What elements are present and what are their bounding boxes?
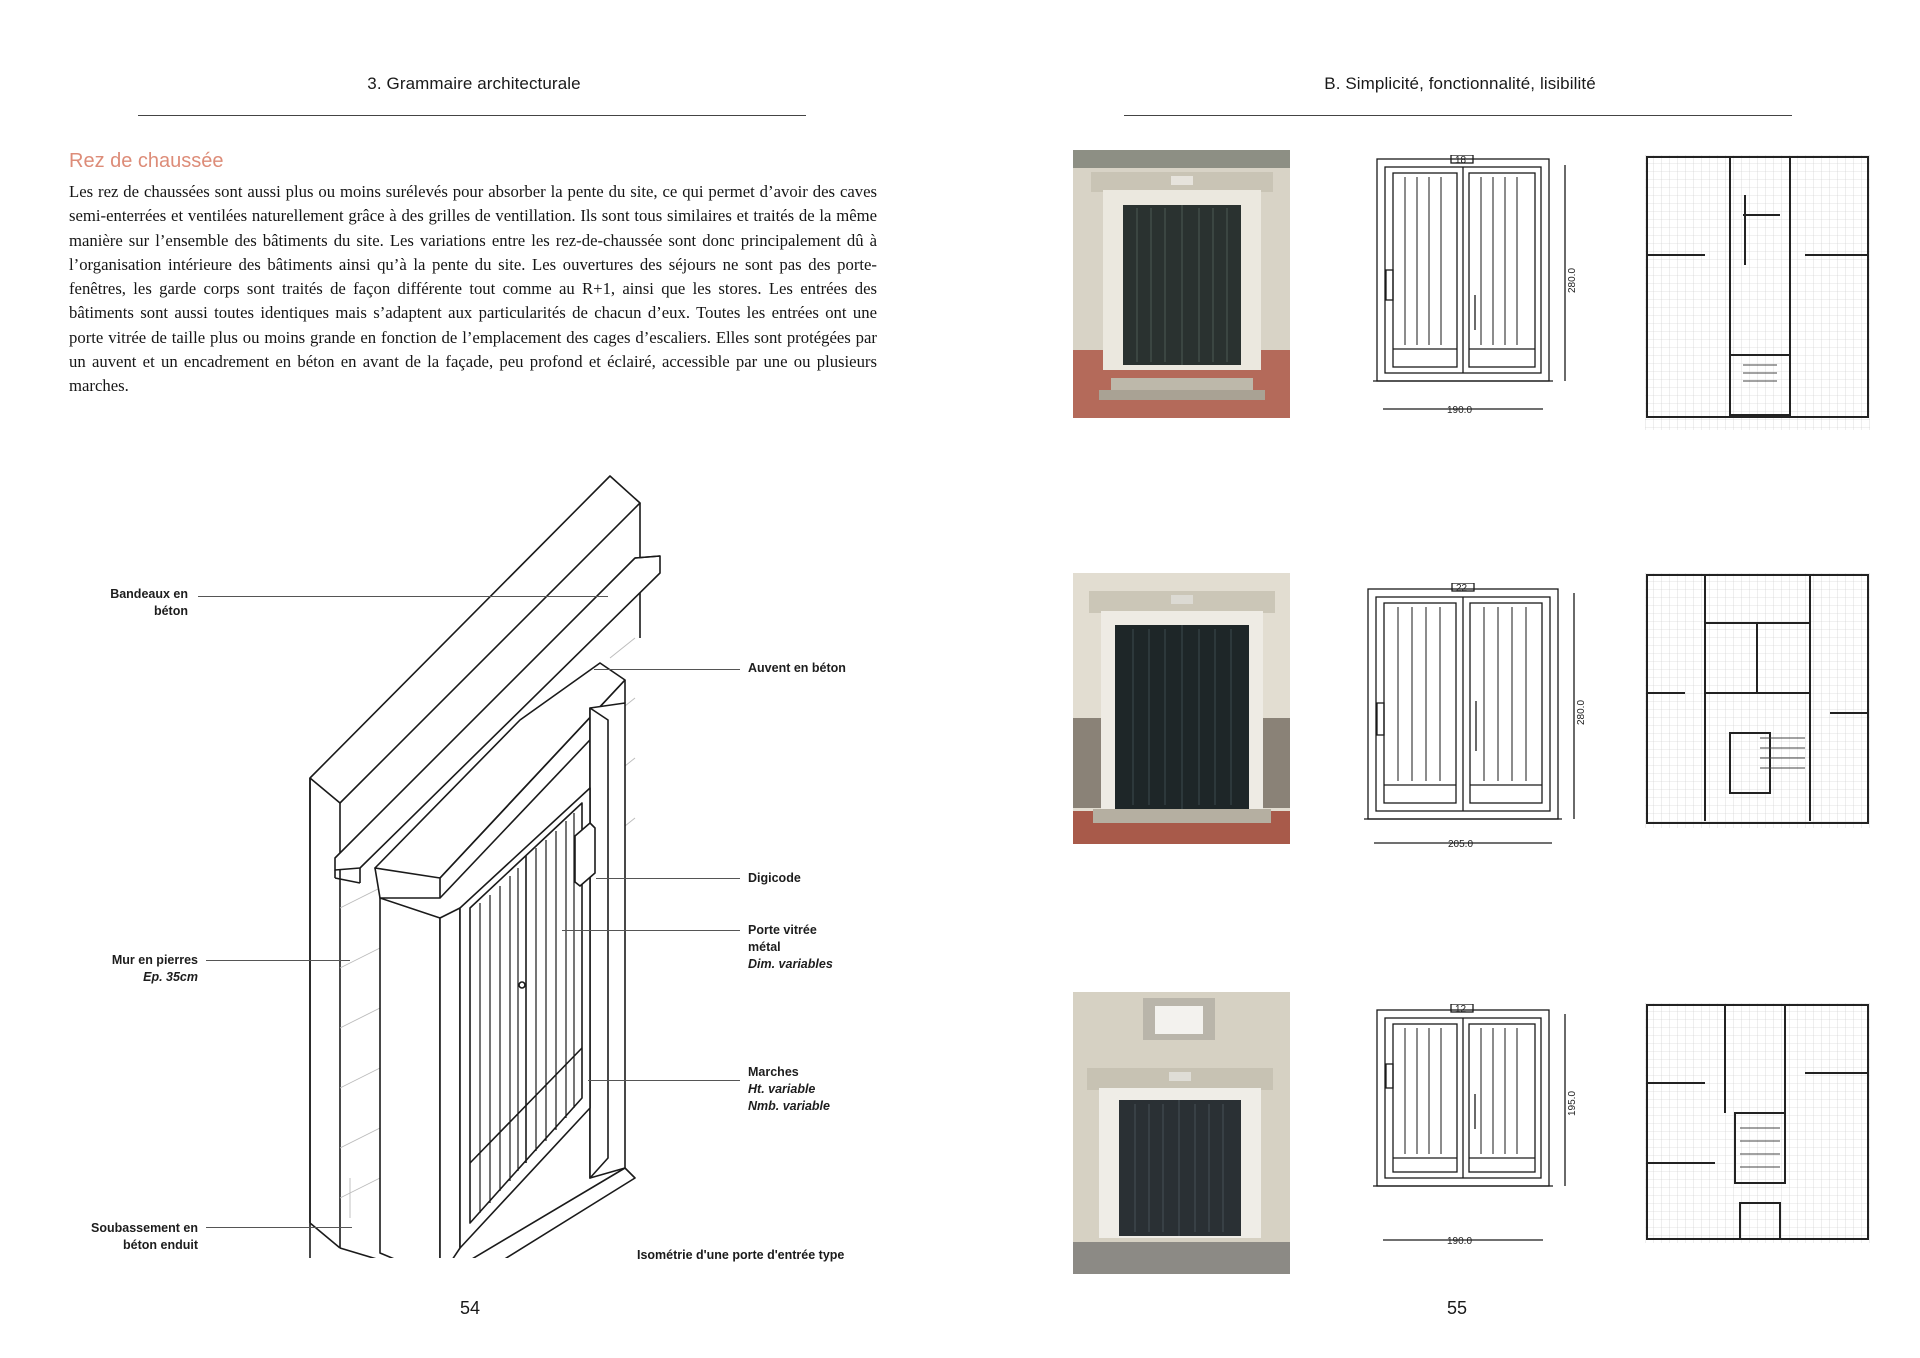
height-dimension-22: 280.0 — [1576, 699, 1587, 725]
page-number-left: 54 — [460, 1298, 481, 1318]
height-dimension-12: 195.0 — [1567, 1090, 1578, 1116]
leader-auvent — [594, 669, 740, 670]
label-mur — [70, 952, 198, 986]
width-dimension-12: 190.0 — [1447, 1236, 1473, 1247]
floor-plan-12 — [1645, 1003, 1870, 1243]
height-dimension-18: 280.0 — [1567, 267, 1578, 293]
label-porte-line1: Porte vitrée — [748, 923, 817, 937]
label-porte — [748, 922, 833, 973]
label-mur-line1: Mur en pierres — [111, 953, 198, 967]
door-number-tag-18: 18 — [1455, 155, 1467, 166]
label-marches — [748, 1064, 830, 1115]
running-head-left: 3. Grammaire architecturale — [367, 74, 581, 93]
label-bandeaux-line2: béton — [153, 604, 188, 618]
entrance-photo-18 — [1073, 150, 1290, 418]
right-page — [960, 0, 1920, 1358]
page-number-right: 55 — [1447, 1298, 1468, 1318]
leader-porte — [562, 930, 740, 931]
label-soubassement — [60, 1220, 198, 1254]
section-title: Rez de chaussée — [69, 150, 224, 172]
door-number-tag-12: 12 — [1455, 1004, 1467, 1015]
door-number-tag-22: 22 — [1456, 583, 1468, 594]
floor-plan-18 — [1645, 155, 1870, 430]
width-dimension-22: 205.0 — [1448, 839, 1474, 850]
leader-marches — [588, 1080, 740, 1081]
door-elevation-22 — [1360, 583, 1590, 858]
header-rule-left — [138, 115, 806, 116]
label-digicode: Digicode — [748, 871, 801, 885]
isometric-door-drawing — [290, 458, 670, 1258]
label-marches-count: Nmb. variable — [748, 1099, 830, 1113]
door-elevation-12 — [1365, 1004, 1585, 1254]
width-dimension-18: 190.0 — [1447, 405, 1473, 416]
entrance-photo-22 — [1073, 573, 1290, 844]
label-marches-line1: Marches — [748, 1065, 799, 1079]
running-head-right: B. Simplicité, fonctionnalité, lisibilité — [1324, 74, 1596, 93]
label-soubassement-line2: béton enduit — [123, 1238, 198, 1252]
floor-plan-22 — [1645, 573, 1870, 828]
entrance-photo-12 — [1073, 992, 1290, 1274]
label-bandeaux — [70, 586, 188, 620]
leader-digicode — [596, 878, 740, 879]
label-porte-line2: métal — [748, 940, 781, 954]
leader-bandeaux — [198, 596, 608, 597]
door-elevation-18 — [1365, 155, 1585, 425]
label-mur-thickness: Ep. 35cm — [143, 970, 198, 984]
label-porte-dims: Dim. variables — [748, 957, 833, 971]
label-marches-height: Ht. variable — [748, 1082, 816, 1096]
figure-caption: Isométrie d'une porte d'entrée type — [637, 1248, 845, 1262]
label-auvent: Auvent en béton — [748, 661, 846, 675]
label-soubassement-line1: Soubassement en — [91, 1221, 198, 1235]
body-paragraph: Les rez de chaussées sont aussi plus ou moins surélevés pour absorber la pente du site, ce qui permet d’avoir des caves semi-enterrées et ventilées naturellement grâce à des grilles de ventillation. Ils sont tous similaires et traités de la même manière sur l’ensemble des bâtiments du site. Les variations entre les rez-de-chaussée sont donc principalement dû à l’organisation intérieure des bâtiments ainsi qu’à la pente du site. Les ouvertures des séjours ne sont pas des porte-fenêtres, les garde corps sont traités de façon différente tout comme au R+1, ainsi que les stores. Les entrées des bâtiments sont aussi toutes identiques mais s’adaptent aux particularités de chacun d’eux. Toutes les entrées ont une porte vitrée de taille plus ou moins grande en fonction de l’emplacement des cages d’escaliers. Elles sont protégées par un auvent et un encadrement en béton en avant de la façade, peu profond et éclairé, accessible par une ou plusieurs marches. — [69, 182, 877, 396]
leader-soubassement — [206, 1227, 352, 1228]
label-bandeaux-line1: Bandeaux en — [110, 587, 188, 601]
header-rule-right — [1124, 115, 1792, 116]
leader-mur — [206, 960, 350, 961]
